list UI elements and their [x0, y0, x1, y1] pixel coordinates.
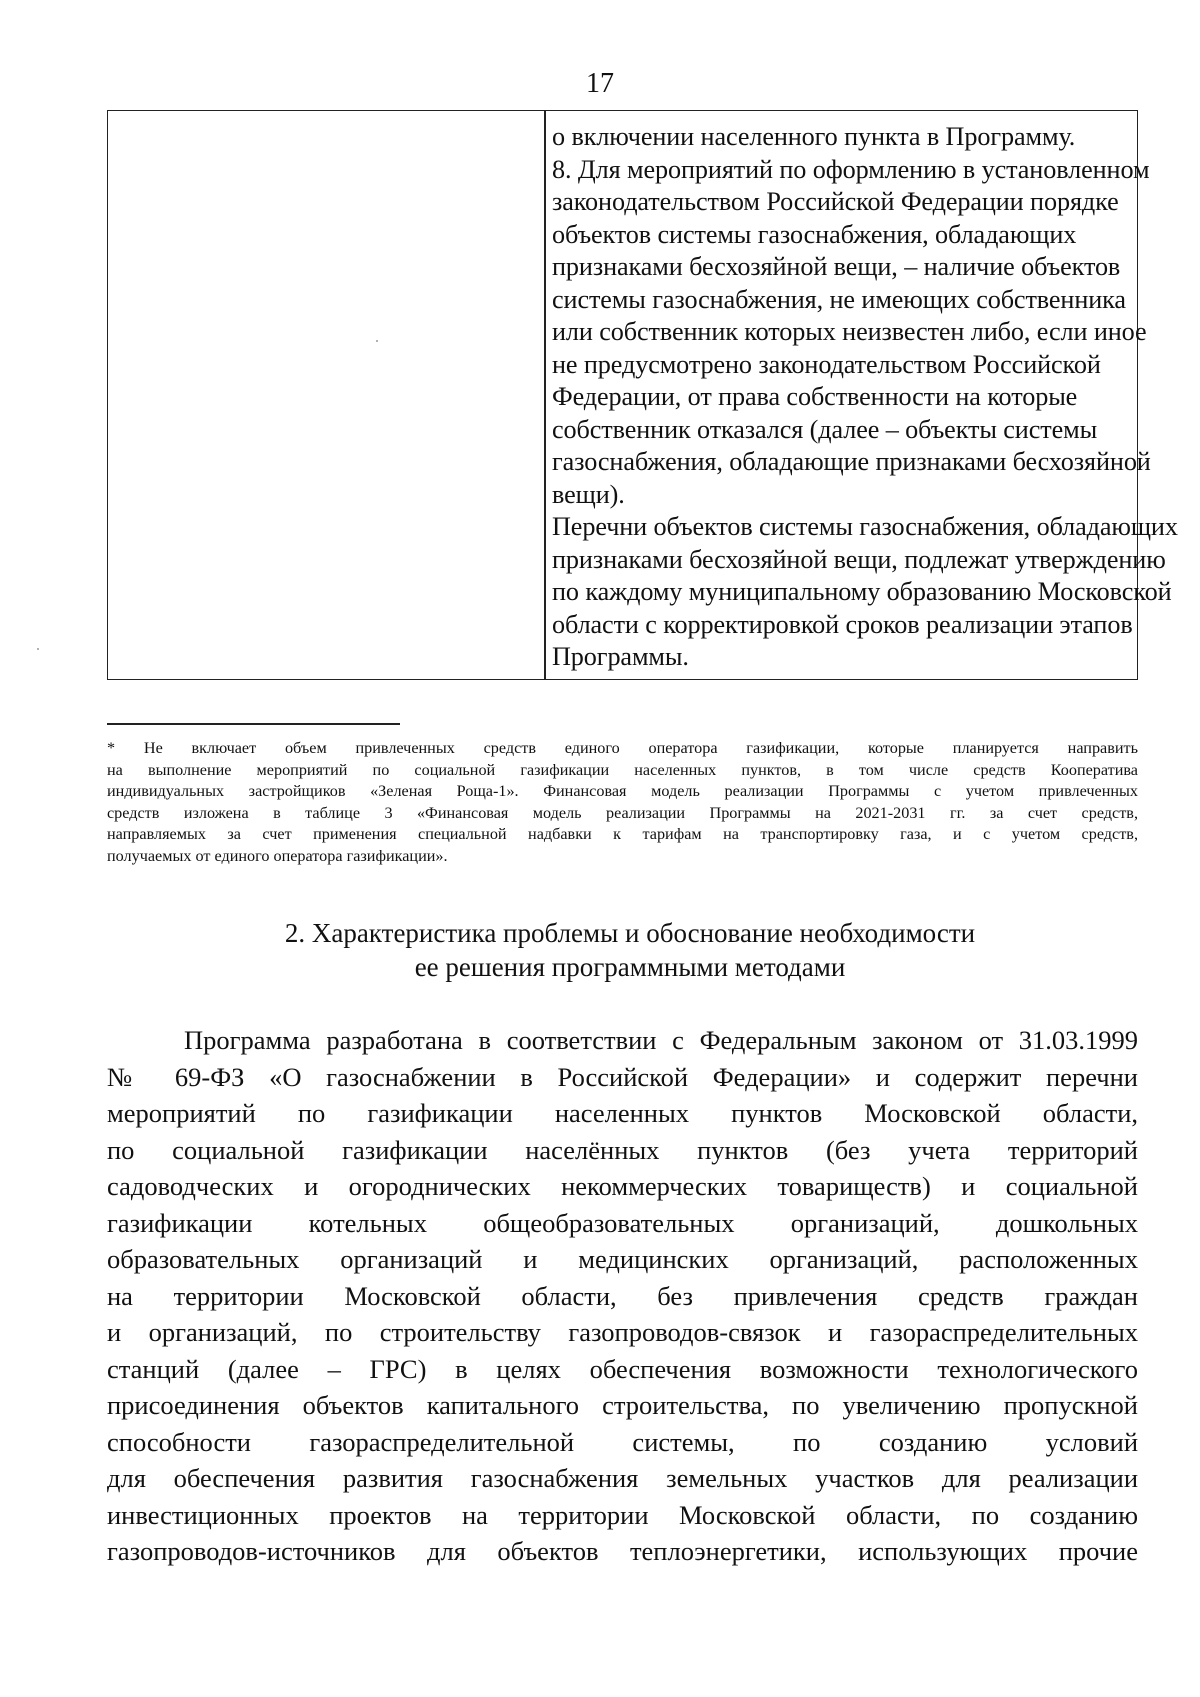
- body-line: образовательных организаций и медицинских организаций, расположенных: [107, 1244, 1138, 1274]
- page-number: 17: [586, 68, 614, 99]
- footnote-line: * Не включает объем привлеченных средств единого оператора газификации, которые планируется направить: [107, 739, 1138, 757]
- body-line: на территории Московской области, без привлечения средств граждан: [107, 1280, 1138, 1311]
- body-line: № 69-ФЗ «О газоснабжении в Российской Федерации» и содержит перечни: [107, 1061, 1138, 1092]
- table-text-line: Федерации, от права собственности на которые: [552, 382, 1078, 411]
- scan-speck: [37, 648, 39, 650]
- table-text-line: 8. Для мероприятий по оформлению в установленном: [552, 154, 1150, 184]
- body-line: для обеспечения развития газоснабжения земельных участков для реализации: [107, 1463, 1138, 1493]
- scan-speck: [376, 340, 378, 342]
- table-text-line: системы газоснабжения, не имеющих собственника: [552, 284, 1126, 314]
- table-text-line: по каждому муниципальному образованию Московской: [552, 577, 1172, 606]
- body-line: по социальной газификации населённых пунктов (без учета территорий: [107, 1134, 1138, 1165]
- footnote-line: на выполнение мероприятий по социальной газификации населенных пунктов, в том числе средств Кооператива: [107, 760, 1138, 779]
- table-text-line: объектов системы газоснабжения, обладающих: [552, 219, 1077, 249]
- table-text-line: не предусмотрено законодательством Российской: [552, 349, 1101, 379]
- footnote-line: получаемых от единого оператора газификации».: [107, 846, 448, 865]
- footnote-separator: [107, 723, 400, 725]
- table-text-line: признаками бесхозяйной вещи, подлежат утверждению: [552, 544, 1166, 574]
- section-heading-line-1: 2. Характеристика проблемы и обоснование необходимости: [284, 918, 976, 948]
- section-heading: [0, 916, 1200, 984]
- footnote-line: индивидуальных застройщиков «Зеленая Роща-1». Финансовая модель реализации Программы с учетом привлеченных: [107, 782, 1138, 800]
- table-text-line: законодательством Российской Федерации порядке: [552, 187, 1119, 216]
- body-line: мероприятий по газификации населенных пунктов Московской области,: [107, 1098, 1138, 1128]
- table-text-line: признаками бесхозяйной вещи, – наличие объектов: [552, 252, 1121, 281]
- body-line: присоединения объектов капитального строительства, по увеличению пропускной: [107, 1390, 1138, 1420]
- table-text-line: или собственник которых неизвестен либо, если иное: [552, 317, 1147, 346]
- table-right-cell: [552, 121, 1178, 674]
- table-text-line: области с корректировкой сроков реализации этапов: [552, 609, 1133, 639]
- body-paragraph: [107, 1022, 1138, 1570]
- body-line: и организаций, по строительству газопроводов-связок и газораспределительных: [107, 1317, 1138, 1347]
- table-text-line: газоснабжения, обладающие признаками бесхозяйной: [552, 447, 1151, 476]
- body-line: Программа разработана в соответствии с Федеральным законом от 31.03.1999: [184, 1025, 1138, 1055]
- body-line: садоводческих и огороднических некоммерческих товариществ) и социальной: [107, 1171, 1138, 1201]
- table-text-line: вещи).: [552, 479, 625, 509]
- body-line: газопроводов-источников для объектов теплоэнергетики, использующих прочие: [107, 1536, 1138, 1566]
- footnote-line: средств изложена в таблице 3 «Финансовая модель реализации Программы на 2021-2031 гг. за счет средств,: [107, 803, 1138, 822]
- footnote: [107, 738, 1138, 867]
- table-column-divider: [544, 111, 546, 679]
- body-line: инвестиционных проектов на территории Московской области, по созданию: [107, 1499, 1138, 1530]
- table-text-line: о включении населенного пункта в Программу.: [552, 122, 1076, 151]
- footnote-line: направляемых за счет применения специальной надбавки к тарифам на транспортировку газа, и с учетом средств,: [107, 825, 1138, 843]
- body-line: способности газораспределительной системы, по созданию условий: [107, 1426, 1138, 1457]
- table-text-line: Перечни объектов системы газоснабжения, обладающих: [552, 512, 1178, 541]
- body-line: станций (далее – ГРС) в целях обеспечения возможности технологического: [107, 1353, 1138, 1384]
- section-heading-line-2: ее решения программными методами: [414, 952, 846, 982]
- continuation-table: [107, 110, 1178, 680]
- table-text-line: собственник отказался (далее – объекты системы: [552, 414, 1098, 444]
- body-line: газификации котельных общеобразовательных организаций, дошкольных: [107, 1207, 1138, 1238]
- table-text-line: Программы.: [552, 642, 689, 671]
